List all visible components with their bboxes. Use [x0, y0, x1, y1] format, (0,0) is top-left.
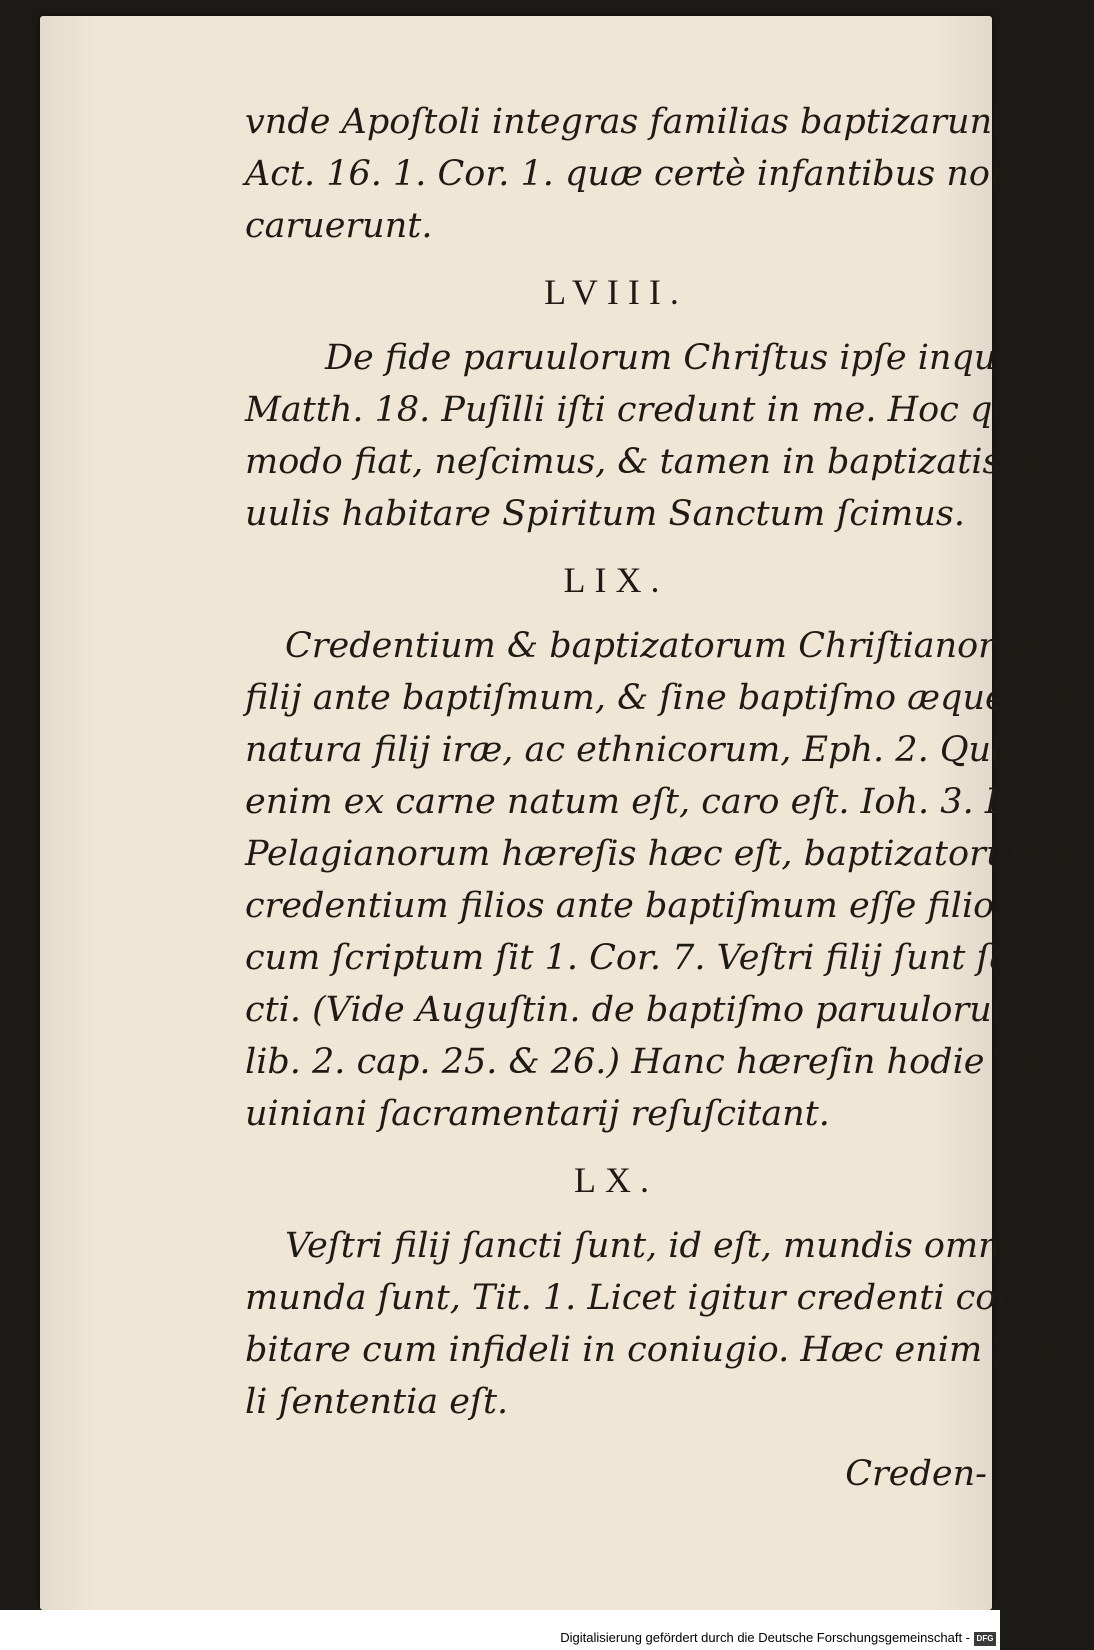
text-line: Veſtri filij ſancti ſunt, id eſt, mundis omnia	[285, 1226, 1033, 1266]
text-line: enim ex carne natum eſt, caro eſt. Ioh. 3. Et	[245, 782, 1025, 822]
text-line: uiniani ſacramentarij reſuſcitant.	[245, 1094, 830, 1134]
page-text	[245, 96, 1094, 1500]
text-line: De fide paruulorum Chriſtus ipſe inquit	[325, 338, 1022, 378]
funding-notice: Digitalisierung gefördert durch die Deutsche Forschungsgemeinschaft -	[560, 1630, 970, 1645]
dfg-logo: DFG	[974, 1632, 996, 1646]
section-heading-lx: LX.	[574, 1160, 658, 1200]
text-line: cum ſcriptum ſit 1. Cor. 7. Veſtri filij ſunt ſan-	[245, 938, 1045, 978]
text-line: modo fiat, neſcimus, & tamen in baptizatis par-	[245, 442, 1084, 482]
text-line: credentium filios ante baptiſmum eſſe filios Dei,	[245, 886, 1094, 926]
book-page	[40, 16, 1094, 1610]
section-heading-lviii: LVIII.	[544, 272, 688, 312]
text-line: munda ſunt, Tit. 1. Licet igitur credenti coha-	[245, 1278, 1052, 1318]
text-line: lib. 2. cap. 25. & 26.) Hanc hæreſin hodie Cal-	[245, 1042, 1067, 1082]
text-line: caruerunt.	[245, 206, 433, 246]
text-line: uulis habitare Spiritum Sanctum ſcimus.	[245, 494, 965, 534]
text-line: Credentium & baptizatorum Chriſtianorum	[285, 626, 1051, 666]
catchword: Creden-	[845, 1454, 987, 1494]
section-heading-lix: LIX.	[563, 560, 669, 600]
text-line: Act. 16. 1. Cor. 1. quæ certè infantibus non	[245, 154, 1013, 194]
footer-bar	[0, 1610, 1000, 1650]
text-line: bitare cum infideli in coniugio. Hæc enim Pau-	[245, 1330, 1071, 1370]
text-line: Pelagianorum hæreſis hæc eſt, baptizatorum &	[245, 834, 1084, 874]
text-line: filij ante baptiſmum, & ſine baptiſmo æquè ſunt	[245, 678, 1089, 718]
text-line: cti. (Vide Auguſtin. de baptiſmo paruulorum	[245, 990, 1025, 1030]
text-line: li ſententia eſt.	[245, 1382, 509, 1422]
text-line: natura filij iræ, ac ethnicorum, Eph. 2. Quod	[245, 730, 1035, 770]
text-line: vnde Apoſtoli integras familias baptizarunt,	[245, 102, 1018, 142]
text-line: Matth. 18. Puſilli iſti credunt in me. Hoc quo-	[245, 390, 1048, 430]
